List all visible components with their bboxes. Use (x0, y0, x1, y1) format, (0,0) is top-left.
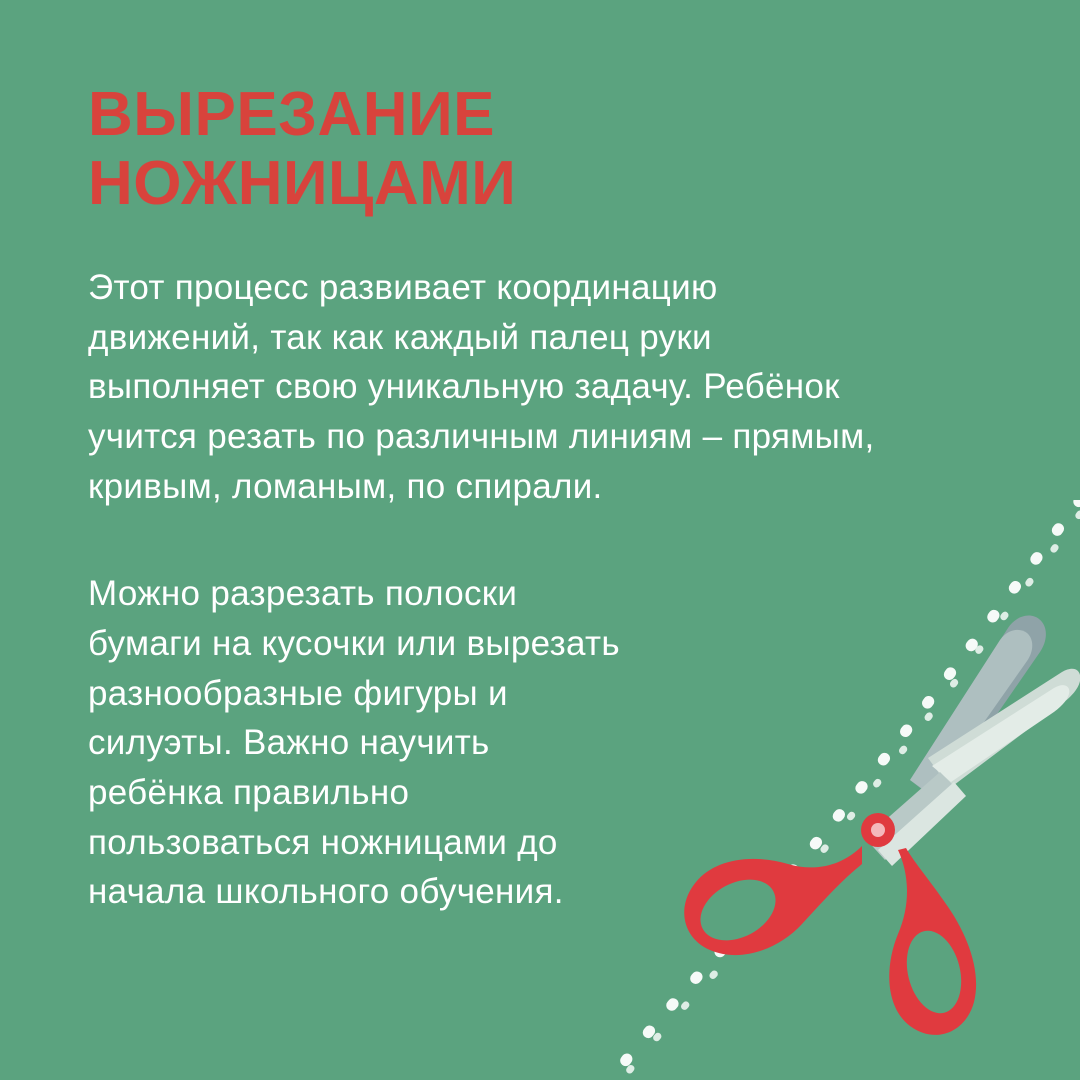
body-paragraph-2: Можно разрезать полоски бумаги на кусочки или вырезать разнообразные фигуры и силуэты. Важно научить ребёнка правильно пользоваться ножницами до начала школьного обучения. (88, 574, 620, 912)
text-content (88, 80, 988, 917)
page-title: ВЫРЕЗАНИЕ НОЖНИЦАМИ (88, 80, 517, 219)
body-paragraph-1: Этот процесс развивает координацию движений, так как каждый палец руки выполняет свою уникальную задачу. Ребёнок учится резать по различным линиям – прямым, кривым, ломаным, по спирали. (88, 267, 875, 506)
